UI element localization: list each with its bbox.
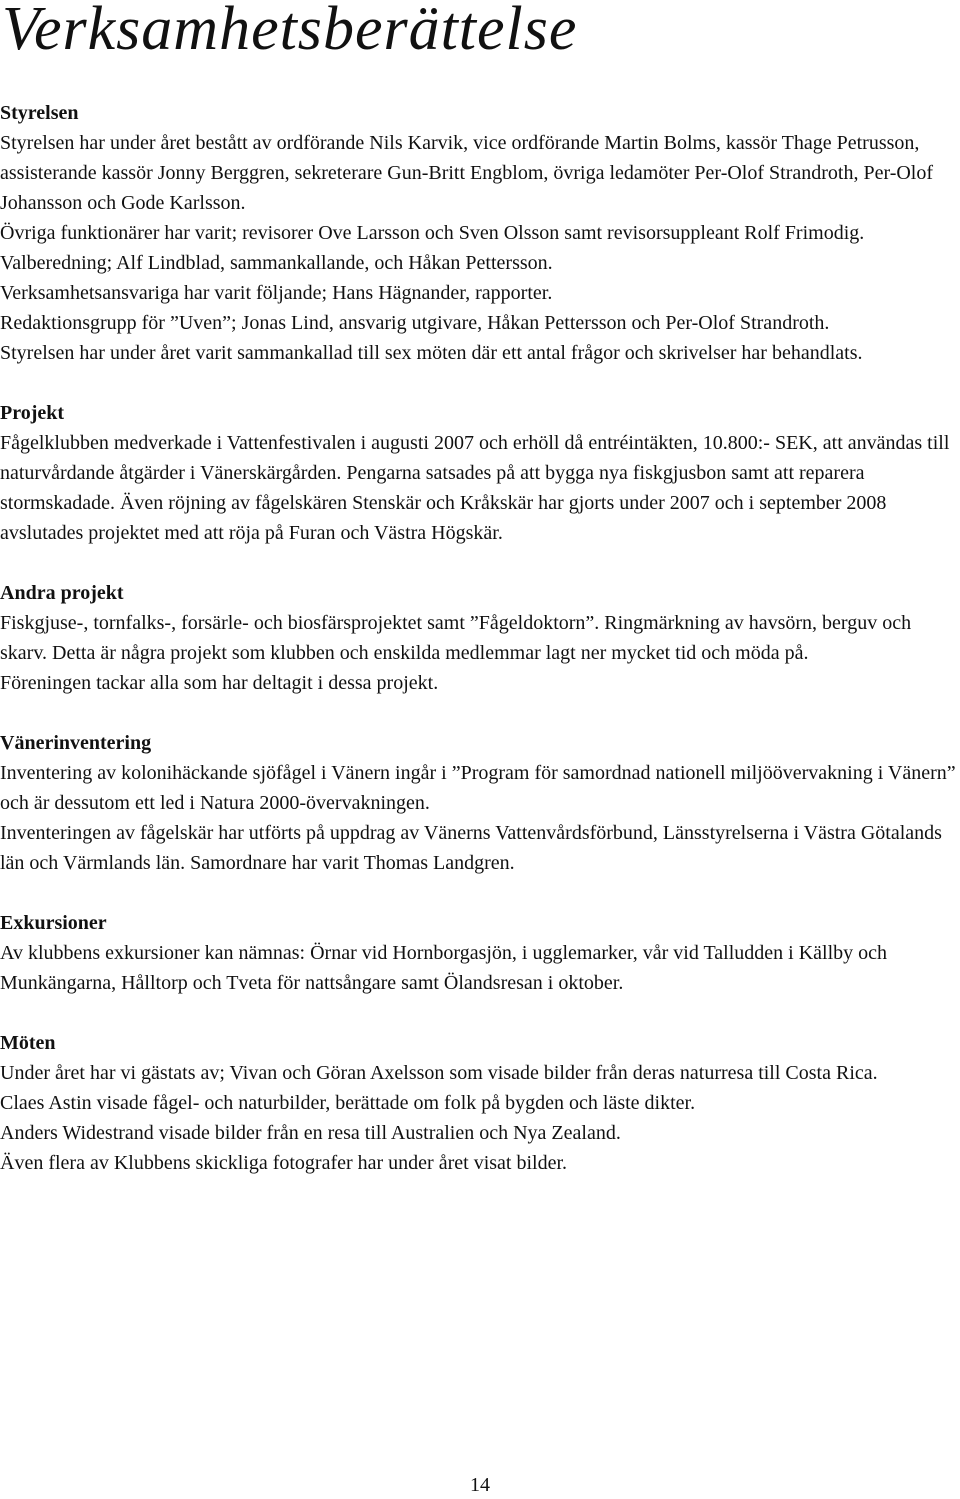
section-andra-projekt [0, 578, 958, 698]
section-heading: Möten [0, 1032, 56, 1054]
section-vanerinventering [0, 728, 958, 878]
paragraph: Styrelsen har under året bestått av ordförande Nils Karvik, vice ordförande Martin Bolms, kassör Thage Petrusson, assisterande kassör Jonny Berggren, sekreterare Gun-Britt Engblom, övriga ledamöter Per-Olof Strandroth, Per-Olof Johansson och Gode Karlsson. [0, 132, 934, 214]
paragraph: Inventeringen av fågelskär har utförts på uppdrag av Vänerns Vattenvårdsförbund, Länsstyrelserna i Västra Götalands län och Värmlands län. Samordnare har varit Thomas Landgren. [0, 822, 942, 874]
paragraph: Övriga funktionärer har varit; revisorer Ove Larsson och Sven Olsson samt revisorsuppleant Rolf Frimodig. [0, 222, 865, 244]
section-moten [0, 1028, 958, 1178]
section-heading: Andra projekt [0, 582, 124, 604]
paragraph: Även flera av Klubbens skickliga fotografer har under året visat bilder. [0, 1152, 568, 1174]
section-heading: Projekt [0, 402, 65, 424]
section-heading: Exkursioner [0, 912, 107, 934]
paragraph: Claes Astin visade fågel- och naturbilder, berättade om folk på bygden och läste dikter. [0, 1092, 696, 1114]
paragraph: Under året har vi gästats av; Vivan och Göran Axelsson som visade bilder från deras naturresa till Costa Rica. [0, 1062, 878, 1084]
page-number: 14 [470, 1474, 490, 1496]
section-heading: Styrelsen [0, 102, 79, 124]
section-projekt [0, 398, 958, 548]
document-body [0, 98, 958, 1208]
paragraph: Föreningen tackar alla som har deltagit i dessa projekt. [0, 672, 439, 694]
paragraph: Verksamhetsansvariga har varit följande; Hans Hägnander, rapporter. [0, 282, 553, 304]
section-heading: Vänerinventering [0, 732, 152, 754]
document-title: Verksamhetsberättelse [2, 0, 578, 63]
paragraph: Valberedning; Alf Lindblad, sammankallande, och Håkan Pettersson. [0, 252, 553, 274]
paragraph: Fågelklubben medverkade i Vattenfestivalen i augusti 2007 och erhöll då entréintäkten, 10.800:- SEK, att användas till naturvårdande åtgärder i Vänerskärgården. Pengarna satsades på att bygga nya fiskgjusbon samt att reparera stormskadade. Även röjning av fågelskären Stenskär och Kråkskär har gjorts under 2007 och i september 2008 avslutades projektet med att röja på Furan och Västra Högskär. [0, 432, 950, 544]
paragraph: Fiskgjuse-, tornfalks-, forsärle- och biosfärsprojektet samt ”Fågeldoktorn”. Ringmärkning av havsörn, berguv och skarv. Detta är några projekt som klubben och enskilda medlemmar lagt ner mycket tid och möda på. [0, 612, 912, 664]
section-styrelsen [0, 98, 958, 368]
paragraph: Styrelsen har under året varit sammankallad till sex möten där ett antal frågor och skrivelser har behandlats. [0, 342, 863, 364]
paragraph: Anders Widestrand visade bilder från en resa till Australien och Nya Zealand. [0, 1122, 621, 1144]
paragraph: Av klubbens exkursioner kan nämnas: Örnar vid Hornborgasjön, i ugglemarker, vår vid Talludden i Källby och Munkängarna, Hålltorp och Tveta för nattsångare samt Ölandsresan i oktober. [0, 942, 888, 994]
paragraph: Inventering av kolonihäckande sjöfågel i Vänern ingår i ”Program för samordnad nationell miljöövervakning i Vänern” och är dessutom ett led i Natura 2000-övervakningen. [0, 762, 956, 814]
section-exkursioner [0, 908, 958, 998]
paragraph: Redaktionsgrupp för ”Uven”; Jonas Lind, ansvarig utgivare, Håkan Pettersson och Per-Olof Strandroth. [0, 312, 830, 334]
